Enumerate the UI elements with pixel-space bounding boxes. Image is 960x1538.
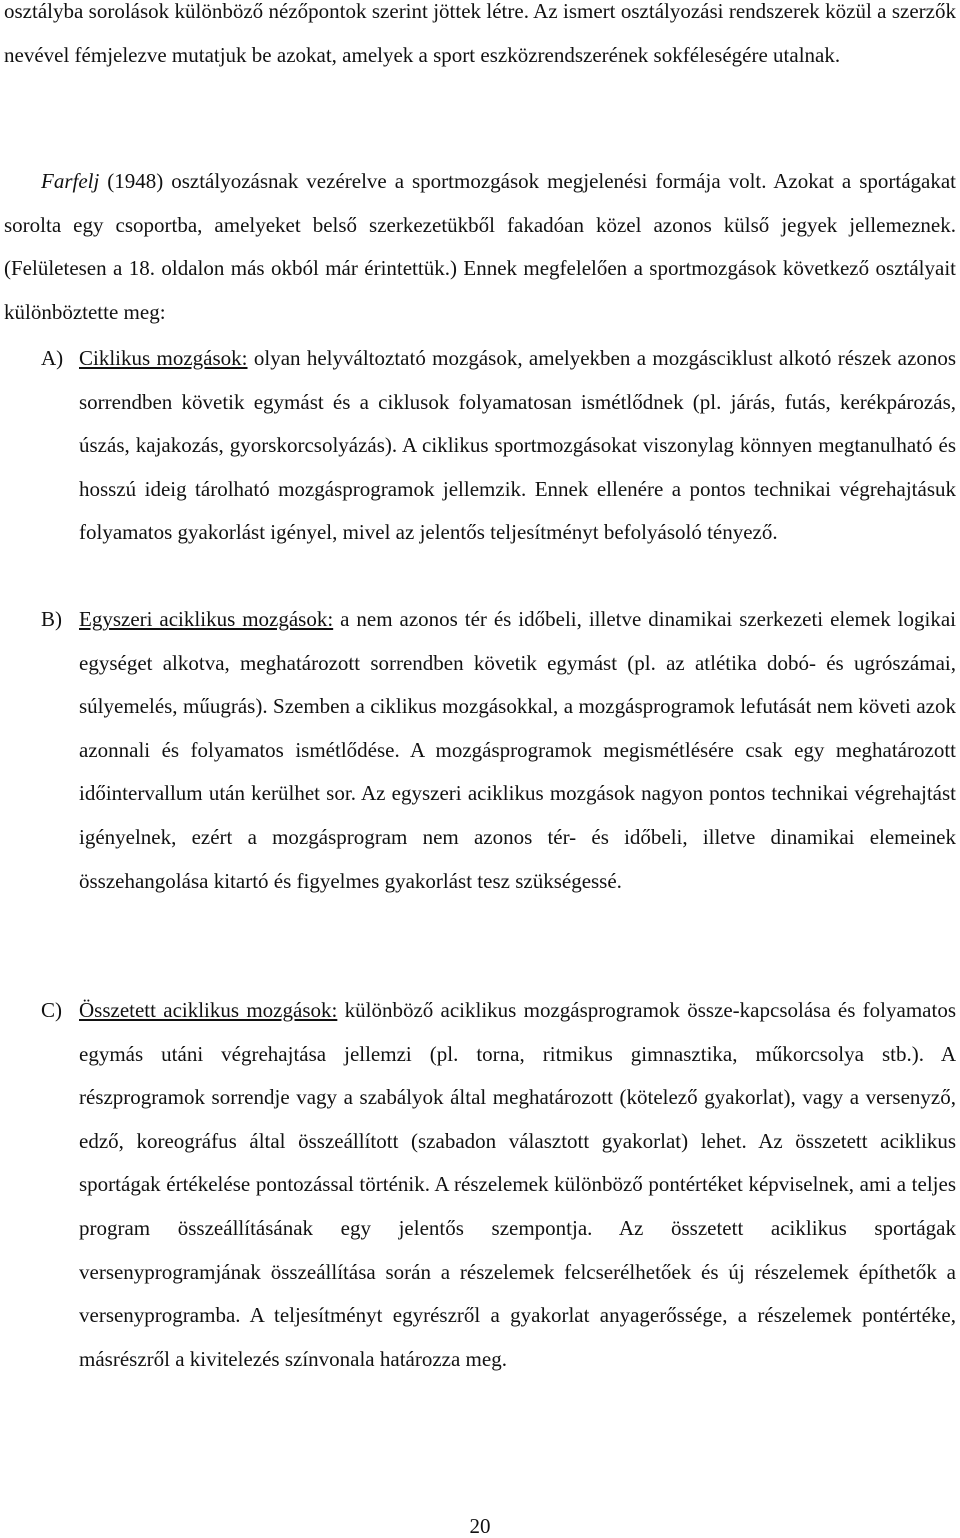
list-item-text: a nem azonos tér és időbeli, illetve dinamikai szerkezeti elemek logikai egységet alkotva, meghatározott sorrendben követik egymást (pl. az atlétika dobó- és ugrószámai, súlyemelés, műugrás). Szemben a ciklikus mozgásokkal, a mozgásprogramok lefutását nem követi azok azonnali és folyamatos ismétlődése. A mozgásprogramok megismétlésére csak egy meghatározott időintervallum után kerülhet sor. Az egyszeri aciklikus mozgások nagyon pontos technikai végrehajtást igényelnek, ezért a mozgásprogram nem azonos tér- és időbeli, illetve dinamikai elemeinek összehangolása kitartó és figyelmes gyakorlást tesz szükségessé.	[79, 607, 956, 893]
list-item-term: Egyszeri aciklikus mozgások:	[79, 607, 334, 631]
farfelj-paragraph	[4, 160, 956, 334]
list-item-body	[79, 989, 956, 1381]
list-marker: C)	[41, 998, 62, 1022]
list-item-text: különböző aciklikus mozgásprogramok össze-kapcsolása és folyamatos egymás utáni végrehajtása jellemzi (pl. torna, ritmikus gimnasztika, műkorcsolya stb.). A részprogramok sorrendje vagy a szabályok által meghatározott (kötelező gyakorlat), vagy a versenyző, edző, koreográfus által összeállított (szabadon választott gyakorlat) lehet. Az összetett aciklikus sportágak értékelése pontozással történik. A részelemek különböző pontértéket képviselnek, ami a teljes program összeállításának egy jelentős szempontja. Az összetett aciklikus sportágak versenyprogramjának összeállítása során a részelemek felcserélhetőek és új részelemek építhetők a versenyprogramba. A teljesítményt egyrészről a gyakorlat anyagerőssége, a részelemek pontértéke, másrészről a kivitelezés színvonala határozza meg.	[79, 998, 956, 1371]
list-item-a	[4, 337, 956, 555]
list-marker: B)	[41, 607, 62, 631]
list-item-body	[79, 598, 956, 903]
list-item-term: Összetett aciklikus mozgások:	[79, 998, 338, 1022]
list-item-b	[4, 598, 956, 903]
farfelj-text: (1948) osztályozásnak vezérelve a sportmozgások megjelenési formája volt. Azokat a sportágakat sorolta egy csoportba, amelyeket belső szerkezetükből fakadóan közel azonos külső jegyek jellemeznek. (Felületesen a 18. oldalon más okból már érintettük.) Ennek megfelelően a sportmozgások következő osztályait különböztette meg:	[4, 169, 956, 324]
list-item-body	[79, 337, 956, 555]
list-marker: A)	[41, 346, 64, 370]
intro-paragraph: osztályba sorolások különböző nézőpontok szerint jöttek létre. Az ismert osztályozási rendszerek közül a szerzők nevével fémjelezve mutatjuk be azokat, amelyek a sport eszközrendszerének sokféleségére utalnak.	[4, 0, 956, 67]
list-item-c	[4, 989, 956, 1381]
page-number: 20	[469, 1514, 491, 1538]
list-item-term: Ciklikus mozgások:	[79, 346, 248, 370]
list-item-text: olyan helyváltoztató mozgások, amelyekben a mozgásciklust alkotó részek azonos sorrendben követik egymást és a ciklusok folyamatosan ismétlődnek (pl. járás, futás, kerékpározás, úszás, kajakozás, gyorskorcsolyázás). A ciklikus sportmozgásokat viszonylag könnyen megtanulható és hosszú ideig tárolható mozgásprogramok jellemzik. Ennek ellenére a pontos technikai végrehajtásuk folyamatos gyakorlást igényel, mivel az jelentős teljesítményt befolyásoló tényező.	[79, 346, 956, 545]
author-name: Farfelj	[41, 169, 100, 193]
